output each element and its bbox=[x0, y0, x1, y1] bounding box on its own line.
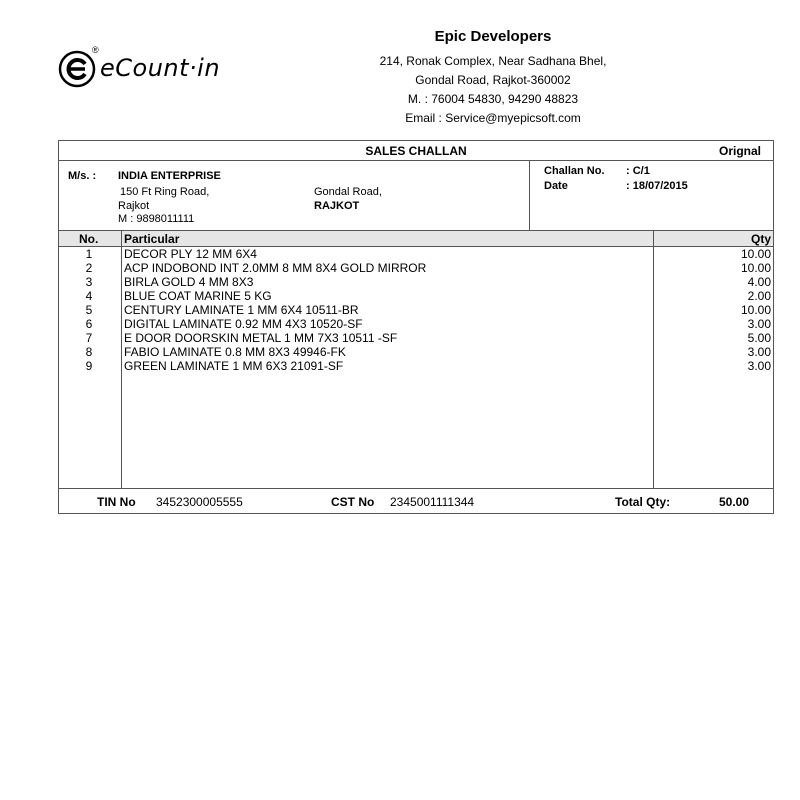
divider bbox=[529, 160, 530, 230]
registered-mark: ® bbox=[92, 45, 99, 55]
copy-type: Orignal bbox=[718, 144, 761, 158]
challan-date-label: Date bbox=[544, 180, 568, 192]
row-particulars bbox=[124, 247, 652, 373]
table-cell-particular: DECOR PLY 12 MM 6X4 bbox=[124, 247, 257, 261]
column-divider bbox=[121, 230, 122, 488]
table-cell-particular: E DOOR DOORSKIN METAL 1 MM 7X3 10511 -SF bbox=[124, 331, 398, 345]
table-cell-no: 8 bbox=[85, 345, 93, 359]
row-quantities bbox=[661, 247, 771, 373]
table-cell-qty: 5.00 bbox=[747, 331, 771, 345]
table-cell-no: 3 bbox=[85, 275, 93, 289]
table-cell-particular: BLUE COAT MARINE 5 KG bbox=[124, 289, 272, 303]
row-numbers bbox=[59, 247, 119, 373]
party-city-caps: RAJKOT bbox=[314, 200, 360, 212]
table-cell-particular: GREEN LAMINATE 1 MM 6X3 21091-SF bbox=[124, 359, 344, 373]
col-header-no: No. bbox=[79, 232, 99, 246]
cst-label: CST No bbox=[331, 495, 375, 509]
divider bbox=[59, 160, 773, 161]
challan-no-value: : C/1 bbox=[626, 165, 650, 177]
party-name: INDIA ENTERPRISE bbox=[118, 170, 221, 182]
table-cell-no: 5 bbox=[85, 303, 93, 317]
company-phone: M. : 76004 54830, 94290 48823 bbox=[407, 92, 579, 106]
document-title: SALES CHALLAN bbox=[365, 144, 467, 158]
table-cell-qty: 10.00 bbox=[740, 247, 771, 261]
table-cell-qty: 3.00 bbox=[747, 345, 771, 359]
table-cell-particular: ACP INDOBOND INT 2.0MM 8 MM 8X4 GOLD MIRROR bbox=[124, 261, 427, 275]
tin-label: TIN No bbox=[97, 495, 136, 509]
company-name: Epic Developers bbox=[434, 28, 552, 45]
sales-challan-box bbox=[58, 140, 774, 514]
table-cell-no: 2 bbox=[85, 261, 93, 275]
company-logo bbox=[58, 45, 228, 94]
party-label: M/s. : bbox=[68, 170, 97, 182]
table-cell-no: 4 bbox=[85, 289, 93, 303]
cst-value: 2345001111344 bbox=[390, 495, 475, 509]
col-header-qty: Qty bbox=[750, 232, 771, 246]
challan-no-label: Challan No. bbox=[544, 165, 605, 177]
company-email: Email : Service@myepicsoft.com bbox=[405, 111, 581, 125]
total-qty-value: 50.00 bbox=[719, 495, 750, 509]
party-mobile: M : 9898011111 bbox=[118, 213, 195, 225]
logo-text: eCount·in bbox=[100, 54, 221, 82]
ecount-logo-icon bbox=[58, 50, 96, 88]
column-divider bbox=[653, 230, 654, 488]
table-cell-qty: 4.00 bbox=[747, 275, 771, 289]
col-header-particular: Particular bbox=[124, 232, 180, 246]
tin-value: 3452300005555 bbox=[156, 495, 243, 509]
party-address1: 150 Ft Ring Road, bbox=[120, 186, 210, 198]
table-cell-particular: DIGITAL LAMINATE 0.92 MM 4X3 10520-SF bbox=[124, 317, 363, 331]
table-cell-no: 6 bbox=[85, 317, 93, 331]
divider bbox=[59, 230, 773, 231]
company-address-line1: 214, Ronak Complex, Near Sadhana Bhel, bbox=[379, 54, 607, 68]
table-cell-no: 7 bbox=[85, 331, 93, 345]
company-address-line2: Gondal Road, Rajkot-360002 bbox=[415, 73, 571, 87]
table-cell-qty: 3.00 bbox=[747, 317, 771, 331]
challan-date-value: : 18/07/2015 bbox=[626, 180, 688, 192]
table-cell-qty: 10.00 bbox=[740, 303, 771, 317]
table-cell-qty: 3.00 bbox=[747, 359, 771, 373]
table-cell-no: 1 bbox=[85, 247, 93, 261]
table-cell-no: 9 bbox=[85, 359, 93, 373]
table-cell-qty: 2.00 bbox=[747, 289, 771, 303]
table-cell-particular: FABIO LAMINATE 0.8 MM 8X3 49946-FK bbox=[124, 345, 346, 359]
table-cell-particular: BIRLA GOLD 4 MM 8X3 bbox=[124, 275, 254, 289]
total-qty-label: Total Qty: bbox=[615, 495, 671, 509]
party-city: Rajkot bbox=[118, 200, 150, 212]
divider bbox=[59, 488, 773, 489]
table-cell-qty: 10.00 bbox=[740, 261, 771, 275]
table-cell-particular: CENTURY LAMINATE 1 MM 6X4 10511-BR bbox=[124, 303, 359, 317]
party-address2: Gondal Road, bbox=[314, 186, 382, 198]
